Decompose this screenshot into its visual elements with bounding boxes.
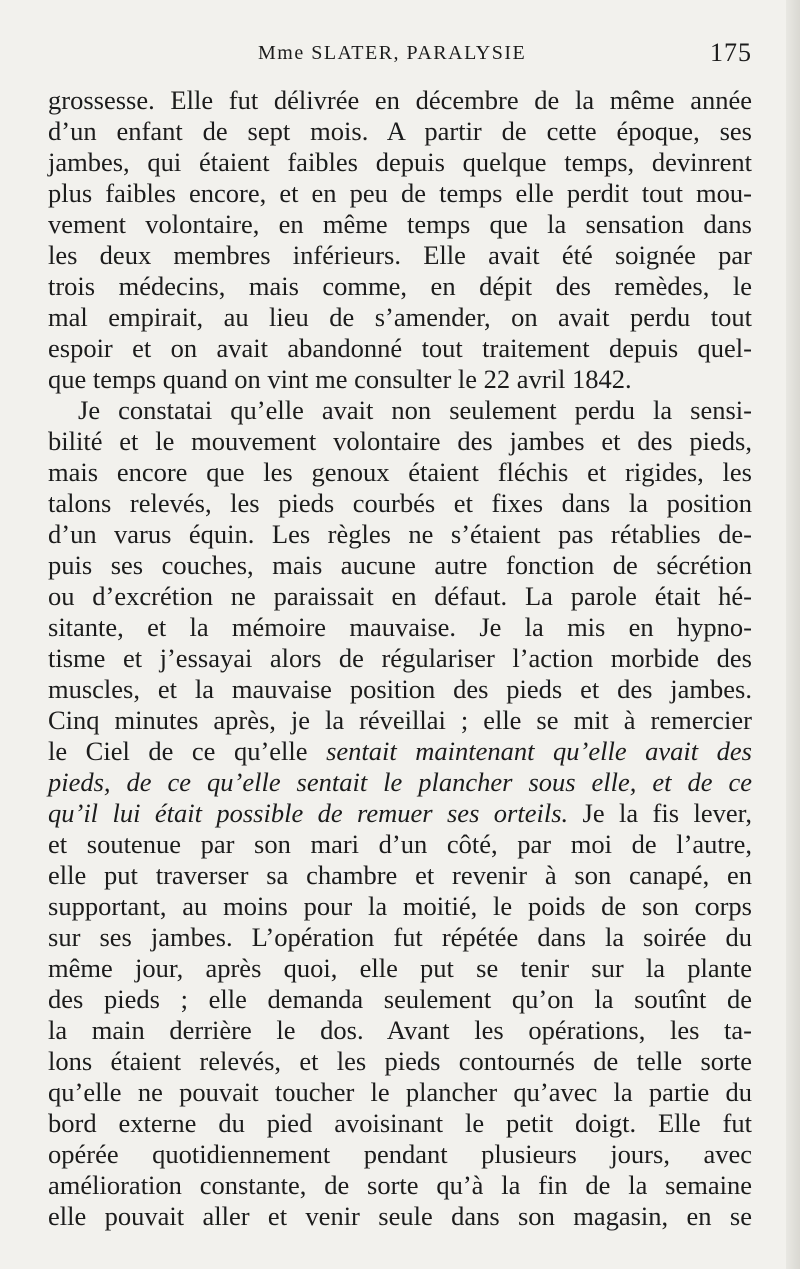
text-line: sur ses jambes. L’opération fut répétée dans la soirée du — [48, 922, 752, 952]
italic-text-segment: sentait maintenant qu’elle avait des — [326, 736, 752, 766]
text-line: des pieds ; elle demanda seulement qu’on la soutînt de — [48, 984, 752, 1014]
text-line: elle put traverser sa chambre et revenir à son canapé, en — [48, 860, 752, 890]
text-line: Je constatai qu’elle avait non seulement perdu la sensi- — [78, 395, 752, 425]
text-line: mais encore que les genoux étaient fléchis et rigides, les — [48, 457, 752, 487]
text-line — [48, 798, 752, 829]
text-line: sitante, et la mémoire mauvaise. Je la mis en hypno- — [48, 612, 752, 642]
text-line: d’un varus équin. Les règles ne s’étaient pas rétablies de- — [48, 519, 752, 549]
text-segment: le Ciel de ce qu’elle — [48, 736, 308, 766]
page-edge-shadow — [786, 0, 800, 1269]
text-line: tisme et j’essayai alors de régulariser l’action morbide des — [48, 643, 752, 673]
text-line: lons étaient relevés, et les pieds contournés de telle sorte — [48, 1046, 752, 1076]
text-line: puis ses couches, mais aucune autre fonction de sécrétion — [48, 550, 752, 580]
page-header — [48, 38, 754, 72]
text-line: talons relevés, les pieds courbés et fixes dans la position — [48, 488, 752, 518]
text-line: Cinq minutes après, je la réveillai ; elle se mit à remercier — [48, 705, 752, 735]
text-line: d’un enfant de sept mois. A partir de cette époque, ses — [48, 116, 752, 146]
text-line: mal empirait, au lieu de s’amender, on avait perdu tout — [48, 302, 752, 332]
text-line: opérée quotidiennement pendant plusieurs jours, avec — [48, 1139, 752, 1169]
page-number: 175 — [710, 38, 752, 67]
text-line: bilité et le mouvement volontaire des jambes et des pieds, — [48, 426, 752, 456]
text-line: ou d’excrétion ne paraissait en défaut. La parole était hé- — [48, 581, 752, 611]
text-line: plus faibles encore, et en peu de temps elle perdit tout mou- — [48, 178, 752, 208]
text-segment: Je la fis lever, — [582, 798, 752, 828]
text-line: jambes, qui étaient faibles depuis quelque temps, devinrent — [48, 147, 752, 177]
text-line: muscles, et la mauvaise position des pieds et des jambes. — [48, 674, 752, 704]
text-line: bord externe du pied avoisinant le petit doigt. Elle fut — [48, 1108, 752, 1138]
text-line: la main derrière le dos. Avant les opérations, les ta- — [48, 1015, 752, 1045]
text-line: amélioration constante, de sorte qu’à la fin de la semaine — [48, 1170, 752, 1200]
text-line: que temps quand on vint me consulter le 22 avril 1842. — [48, 364, 632, 394]
text-line: vement volontaire, en même temps que la sensation dans — [48, 209, 752, 239]
text-line — [48, 736, 752, 767]
text-line: trois médecins, mais comme, en dépit des remèdes, le — [48, 271, 752, 301]
text-line: qu’elle ne pouvait toucher le plancher qu’avec la partie du — [48, 1077, 752, 1107]
running-head: Mme SLATER, PARALYSIE — [258, 42, 527, 64]
text-line: grossesse. Elle fut délivrée en décembre de la même année — [48, 85, 752, 115]
text-line: supportant, au moins pour la moitié, le poids de son corps — [48, 891, 752, 921]
body-text — [48, 85, 752, 1232]
text-line: elle pouvait aller et venir seule dans son magasin, en se — [48, 1201, 752, 1231]
italic-text-line: pieds, de ce qu’elle sentait le plancher sous elle, et de ce — [48, 767, 752, 797]
text-line: les deux membres inférieurs. Elle avait été soignée par — [48, 240, 752, 270]
text-line: même jour, après quoi, elle put se tenir sur la plante — [48, 953, 752, 983]
text-line: espoir et on avait abandonné tout traitement depuis quel- — [48, 333, 752, 363]
italic-text-segment: qu’il lui était possible de remuer ses orteils. — [48, 798, 569, 828]
text-line: et soutenue par son mari d’un côté, par moi de l’autre, — [48, 829, 752, 859]
